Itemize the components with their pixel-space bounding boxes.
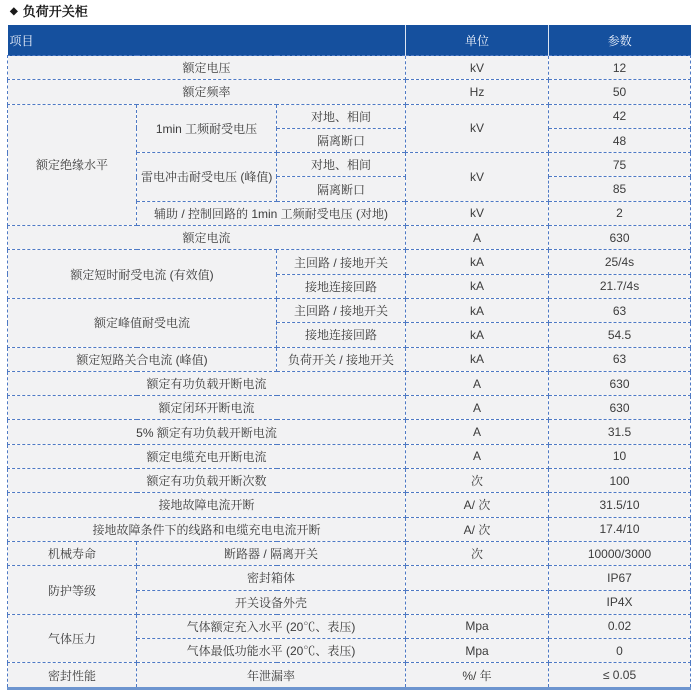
row-label-cell: 额定频率 — [8, 80, 406, 104]
col-header-param: 参数 — [549, 25, 691, 56]
detail-cell: 接地连接回路 — [277, 274, 406, 298]
group-cell: 气体压力 — [8, 614, 137, 663]
value-cell: 2 — [549, 201, 691, 225]
group-cell: 机械寿命 — [8, 541, 137, 565]
value-cell: 31.5 — [549, 420, 691, 444]
unit-cell: kV — [406, 153, 549, 202]
value-cell: IP4X — [549, 590, 691, 614]
value-cell: 630 — [549, 396, 691, 420]
table-row — [8, 298, 691, 322]
table-row — [8, 80, 691, 104]
value-cell: 21.7/4s — [549, 274, 691, 298]
unit-cell: A — [406, 396, 549, 420]
table-row — [8, 250, 691, 274]
sub-label-cell: 密封箱体 — [137, 566, 406, 590]
unit-cell: A — [406, 226, 549, 250]
unit-cell: kA — [406, 323, 549, 347]
value-cell: 63 — [549, 298, 691, 322]
diamond-icon: ◆ — [10, 6, 18, 17]
value-cell: 100 — [549, 469, 691, 493]
row-label-cell: 额定有功负载开断次数 — [8, 469, 406, 493]
value-cell: 75 — [549, 153, 691, 177]
detail-cell: 负荷开关 / 接地开关 — [277, 347, 406, 371]
group-cell: 密封性能 — [8, 663, 137, 688]
unit-cell: kA — [406, 347, 549, 371]
unit-cell: 次 — [406, 541, 549, 565]
table-row — [8, 347, 691, 371]
unit-cell: Hz — [406, 80, 549, 104]
detail-cell: 对地、相间 — [277, 153, 406, 177]
unit-cell: kV — [406, 201, 549, 225]
unit-cell: A/ 次 — [406, 517, 549, 541]
detail-cell: 隔离断口 — [277, 177, 406, 201]
value-cell: 48 — [549, 128, 691, 152]
value-cell: 10000/3000 — [549, 541, 691, 565]
row-label-cell: 额定电压 — [8, 56, 406, 80]
sub-label-cell: 1min 工频耐受电压 — [137, 104, 277, 153]
table-row — [8, 517, 691, 541]
group-cell: 额定短路关合电流 (峰值) — [8, 347, 277, 371]
table-row — [8, 56, 691, 80]
value-cell: 63 — [549, 347, 691, 371]
sub-label-cell: 雷电冲击耐受电压 (峰值) — [137, 153, 277, 202]
table-row — [8, 469, 691, 493]
table-row — [8, 541, 691, 565]
table-row — [8, 493, 691, 517]
value-cell: 0 — [549, 639, 691, 663]
row-label-cell: 5% 额定有功负载开断电流 — [8, 420, 406, 444]
row-label-cell: 额定电缆充电开断电流 — [8, 444, 406, 468]
value-cell: 85 — [549, 177, 691, 201]
unit-cell: A — [406, 444, 549, 468]
table-row — [8, 566, 691, 590]
table-row — [8, 663, 691, 688]
value-cell: 0.02 — [549, 614, 691, 638]
unit-cell: A/ 次 — [406, 493, 549, 517]
page-title — [10, 4, 697, 19]
value-cell: 54.5 — [549, 323, 691, 347]
row-label-cell: 额定电流 — [8, 226, 406, 250]
unit-cell: 次 — [406, 469, 549, 493]
row-label-cell: 额定闭环开断电流 — [8, 396, 406, 420]
value-cell: 630 — [549, 371, 691, 395]
table-row — [8, 420, 691, 444]
group-cell: 额定短时耐受电流 (有效值) — [8, 250, 277, 299]
sub-label-cell: 开关设备外壳 — [137, 590, 406, 614]
row-label-cell: 额定有功负载开断电流 — [8, 371, 406, 395]
unit-cell: kV — [406, 104, 549, 153]
unit-cell: A — [406, 371, 549, 395]
value-cell: IP67 — [549, 566, 691, 590]
value-cell: 31.5/10 — [549, 493, 691, 517]
sub-label-cell: 断路器 / 隔离开关 — [137, 541, 406, 565]
row-label-cell: 接地故障条件下的线路和电缆充电电流开断 — [8, 517, 406, 541]
col-header-unit: 单位 — [406, 25, 549, 56]
table-row — [8, 614, 691, 638]
unit-cell: kV — [406, 56, 549, 80]
value-cell: 630 — [549, 226, 691, 250]
unit-cell: kA — [406, 250, 549, 274]
table-row — [8, 396, 691, 420]
unit-cell — [406, 590, 549, 614]
col-header-item: 项目 — [8, 25, 406, 56]
unit-cell — [406, 566, 549, 590]
detail-cell: 接地连接回路 — [277, 323, 406, 347]
value-cell: 42 — [549, 104, 691, 128]
sub-label-cell: 辅助 / 控制回路的 1min 工频耐受电压 (对地) — [137, 201, 406, 225]
table-row — [8, 444, 691, 468]
value-cell: 25/4s — [549, 250, 691, 274]
unit-cell: kA — [406, 298, 549, 322]
unit-cell: Mpa — [406, 614, 549, 638]
detail-cell: 主回路 / 接地开关 — [277, 250, 406, 274]
page-title-label: 负荷开关柜 — [22, 4, 88, 19]
unit-cell: A — [406, 420, 549, 444]
value-cell: ≤ 0.05 — [549, 663, 691, 688]
value-cell: 12 — [549, 56, 691, 80]
unit-cell: Mpa — [406, 639, 549, 663]
spec-table — [7, 25, 691, 690]
row-label-cell: 接地故障电流开断 — [8, 493, 406, 517]
detail-cell: 隔离断口 — [277, 128, 406, 152]
group-cell: 额定绝缘水平 — [8, 104, 137, 225]
value-cell: 50 — [549, 80, 691, 104]
sub-label-cell: 年泄漏率 — [137, 663, 406, 688]
unit-cell: kA — [406, 274, 549, 298]
detail-cell: 对地、相间 — [277, 104, 406, 128]
unit-cell: %/ 年 — [406, 663, 549, 688]
table-row — [8, 104, 691, 128]
table-row — [8, 371, 691, 395]
detail-cell: 主回路 / 接地开关 — [277, 298, 406, 322]
group-cell: 防护等级 — [8, 566, 137, 615]
group-cell: 额定峰值耐受电流 — [8, 298, 277, 347]
sub-label-cell: 气体额定充入水平 (20℃、表压) — [137, 614, 406, 638]
value-cell: 10 — [549, 444, 691, 468]
header-row — [8, 25, 691, 56]
table-row — [8, 226, 691, 250]
value-cell: 17.4/10 — [549, 517, 691, 541]
sub-label-cell: 气体最低功能水平 (20℃、表压) — [137, 639, 406, 663]
